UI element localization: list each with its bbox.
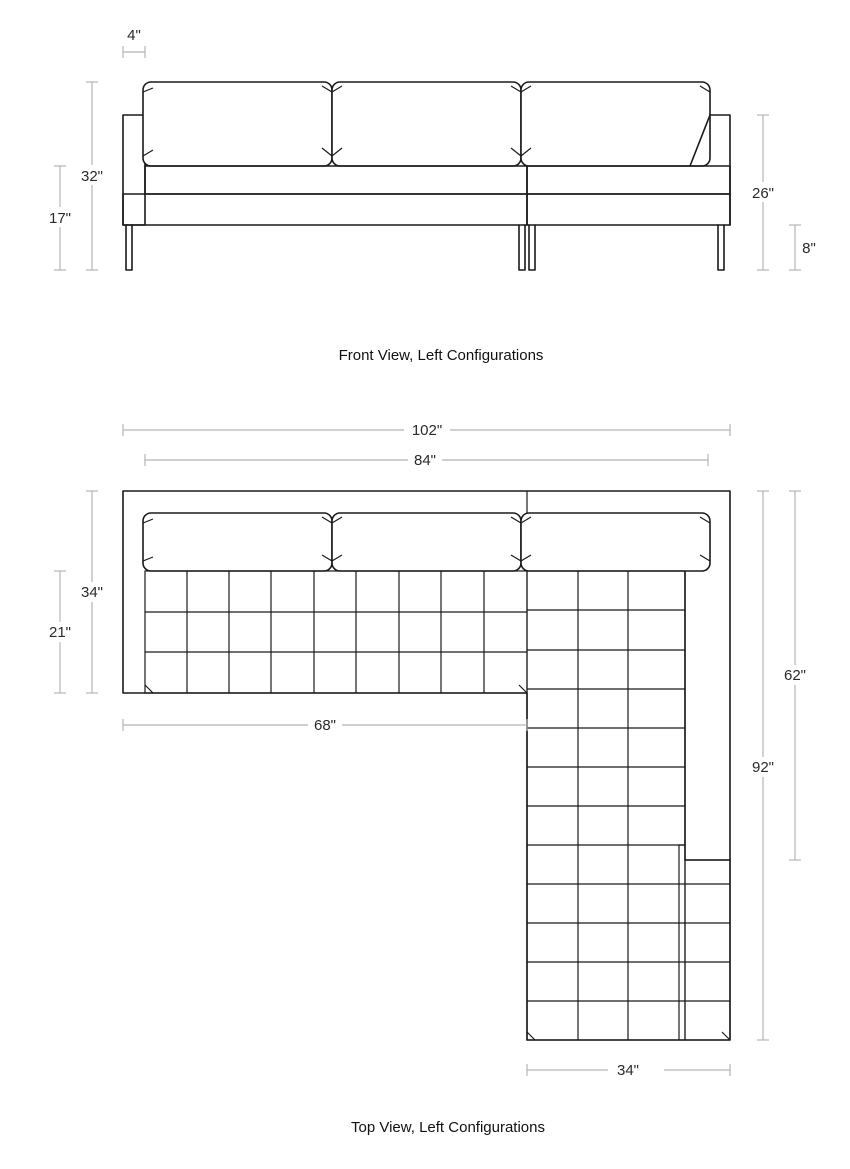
top-outer-frame (123, 491, 730, 1040)
front-left-arm (123, 115, 145, 225)
dim-arm-height: 26" (751, 185, 775, 202)
front-back-cushion-1 (143, 82, 332, 166)
top-back-cushion-1 (143, 513, 332, 571)
top-chaise-seat-grid (527, 571, 730, 1040)
dim-seat-height: 17" (48, 210, 72, 227)
top-back-cushion-3 (521, 513, 710, 571)
front-leg-4 (718, 225, 724, 270)
dim-sofa-length: 68" (313, 717, 337, 734)
dim-arm-width: 4" (127, 27, 141, 44)
dim-overall-width: 102" (411, 422, 443, 439)
front-leg-2 (519, 225, 525, 270)
front-back-cushion-3 (521, 82, 710, 166)
front-base-left (123, 194, 527, 225)
dim-inner-width: 84" (413, 452, 437, 469)
dim-chaise-inner-length: 62" (783, 667, 807, 684)
front-base-right (527, 194, 730, 225)
top-view (48, 420, 808, 1136)
front-leg-3 (529, 225, 535, 270)
dim-sofa-depth: 34" (80, 584, 104, 601)
dim-chaise-length: 92" (751, 759, 775, 776)
top-sofa-seat-grid (145, 571, 527, 693)
dim-leg-height: 8" (802, 240, 816, 257)
top-right-arm-inner (685, 571, 730, 860)
top-back-cushion-2 (332, 513, 521, 571)
front-seat-cushion-right (527, 166, 730, 194)
front-view-caption: Front View, Left Configurations (338, 347, 544, 364)
dim-overall-height: 32" (80, 168, 104, 185)
front-view (49, 27, 816, 364)
top-view-caption: Top View, Left Configurations (350, 1119, 546, 1136)
dim-chaise-width: 34" (616, 1062, 640, 1079)
dim-seat-depth: 21" (48, 624, 72, 641)
front-leg-1 (126, 225, 132, 270)
front-back-cushion-2 (332, 82, 521, 166)
front-seat-cushion-left (145, 166, 527, 194)
